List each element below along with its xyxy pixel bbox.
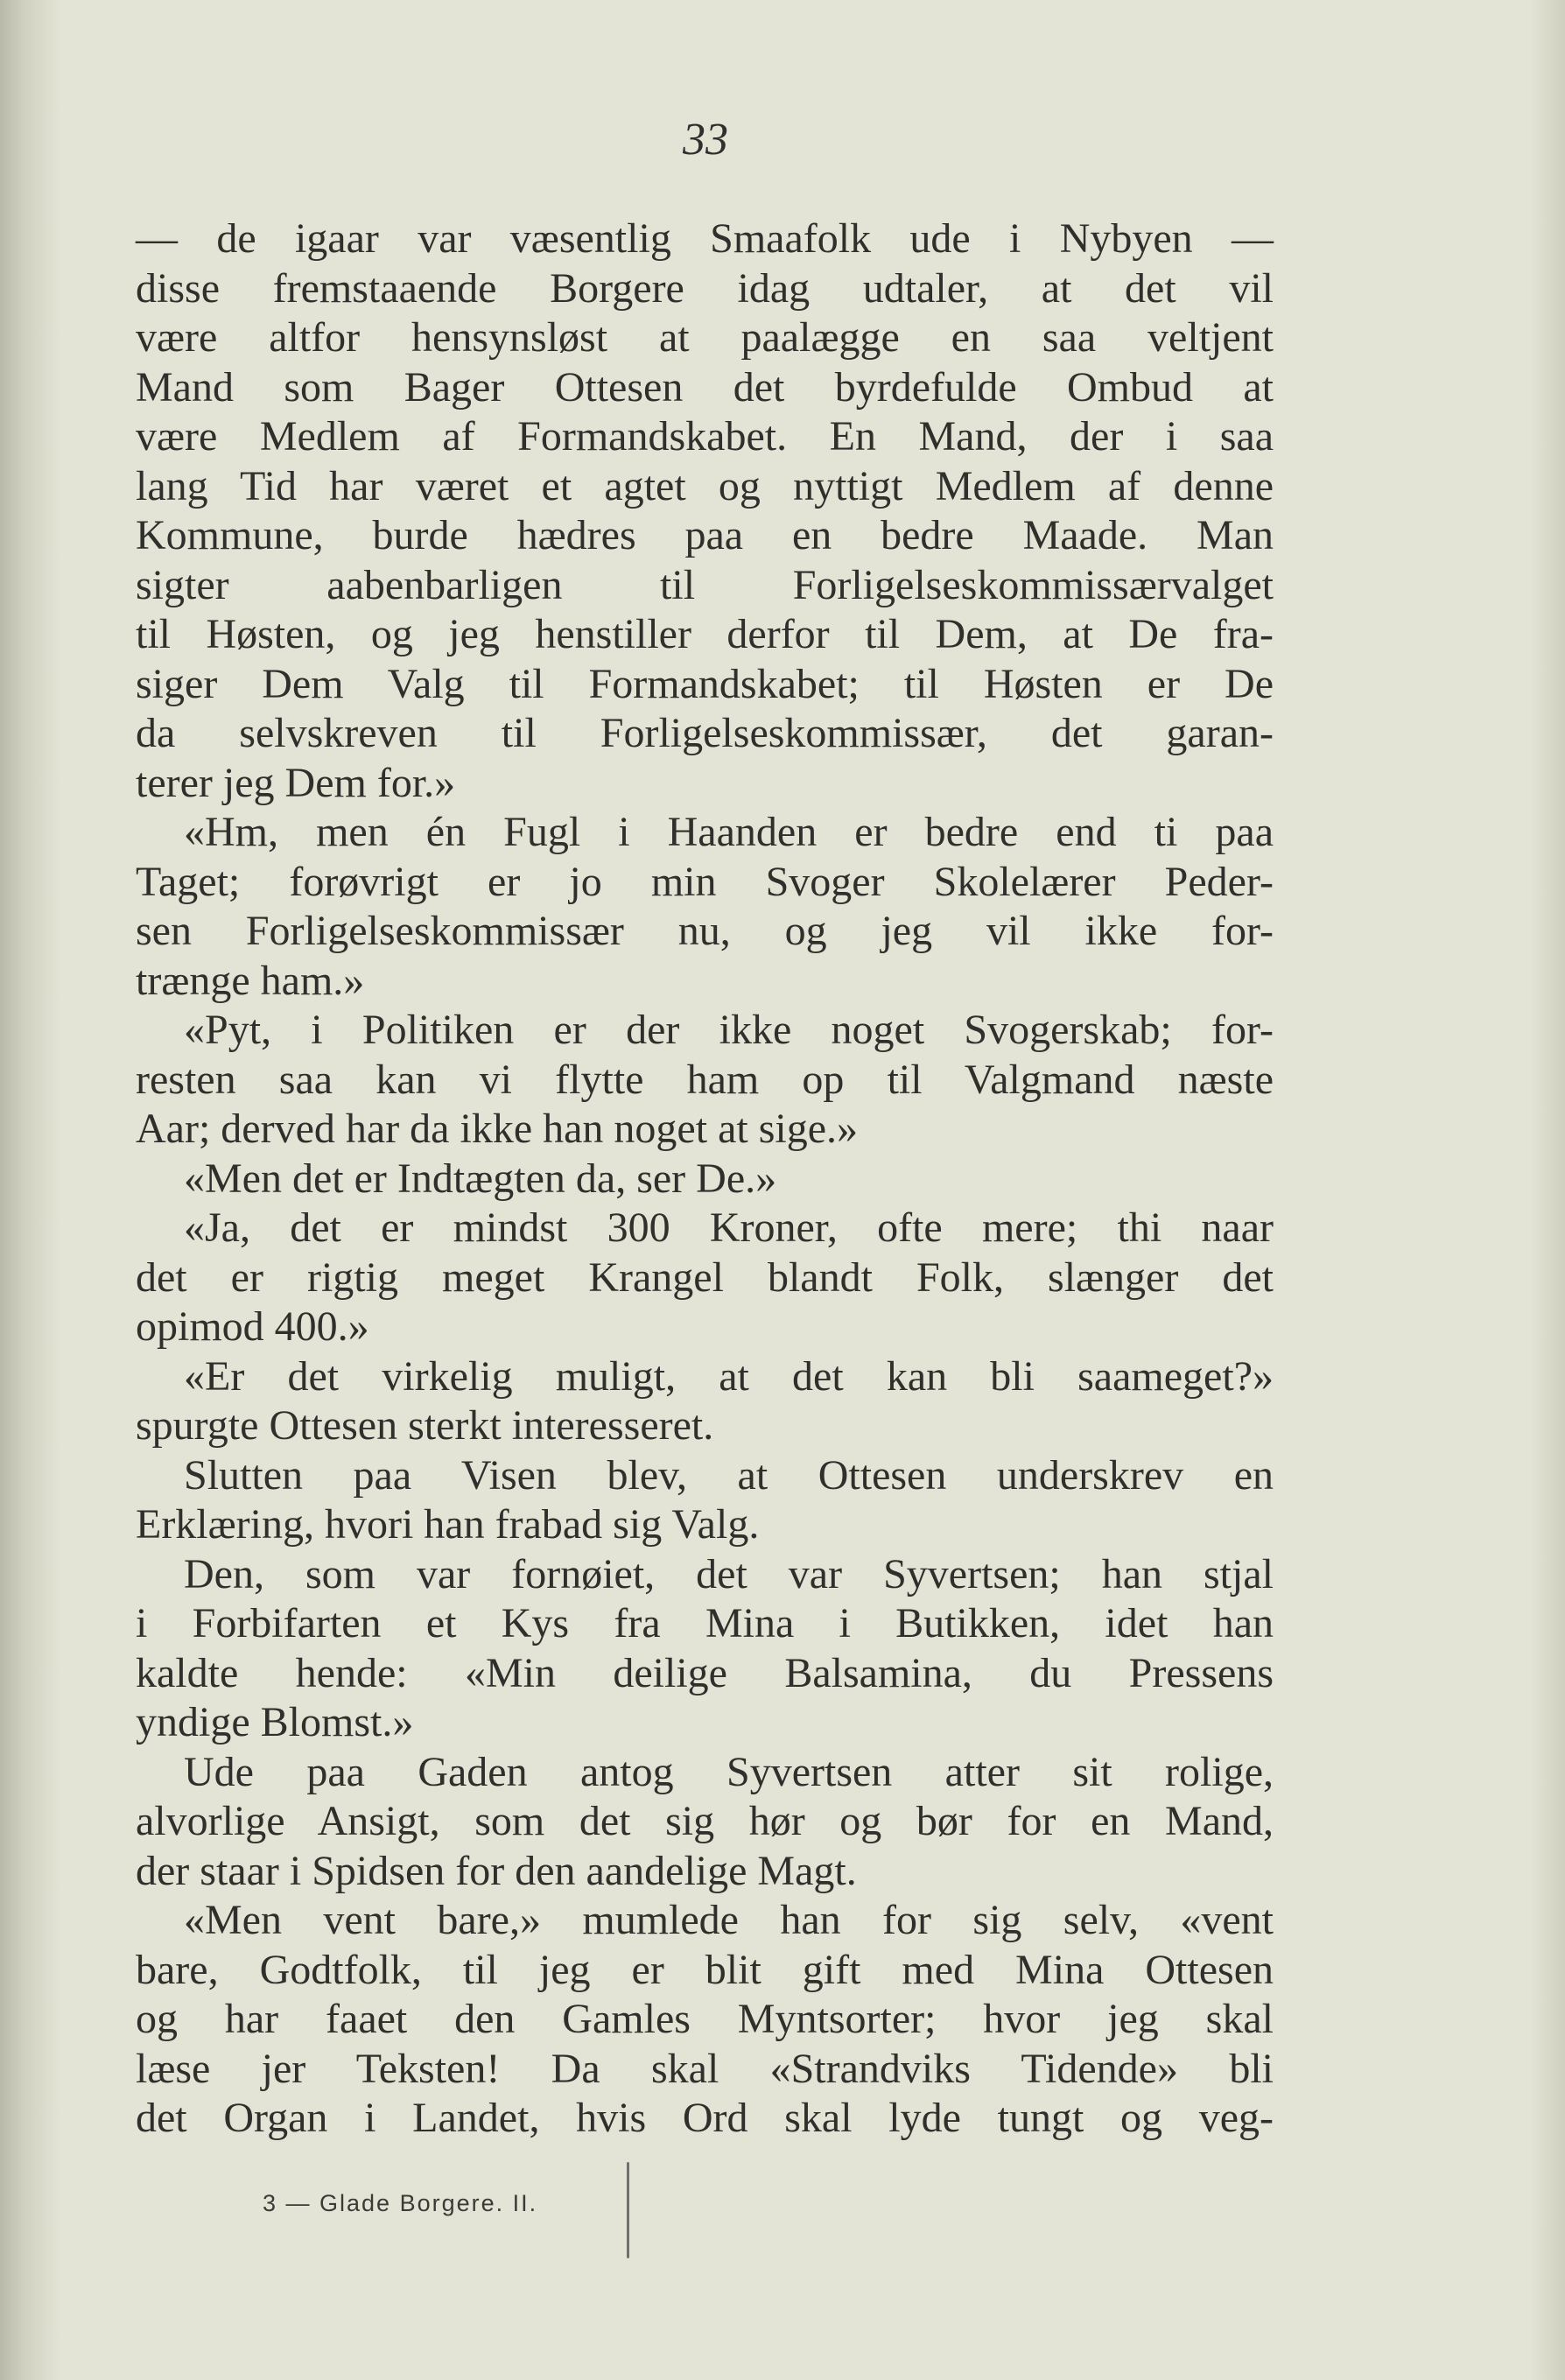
text-line: Slutten paa Visen blev, at Ottesen underskrev en bbox=[184, 1451, 1274, 1499]
text-line: Ude paa Gaden antog Syvertsen atter sit rolige, bbox=[184, 1748, 1274, 1795]
text-line: Den, som var fornøiet, det var Syvertsen; han stjal bbox=[184, 1550, 1274, 1597]
text-line: disse fremstaaende Borgere idag udtaler, at det vil bbox=[136, 264, 1274, 312]
text-line: «Pyt, i Politiken er der ikke noget Svogerskab; for- bbox=[184, 1007, 1274, 1053]
text-line: Aar; derved har da ikke han noget at sige.» bbox=[136, 1106, 859, 1152]
text-line: «Ja, det er mindst 300 Kroner, ofte mere; thi naar bbox=[184, 1204, 1274, 1251]
text-line: lang Tid har været et agtet og nyttigt Medlem af denne bbox=[136, 462, 1274, 509]
page-gutter-shadow bbox=[0, 0, 61, 2380]
text-line: terer jeg Dem for.» bbox=[136, 759, 456, 806]
text-line: bare, Godtfolk, til jeg er blit gift med Mina Ottesen bbox=[136, 1946, 1274, 1993]
text-line: Erklæring, hvori han frabad sig Valg. bbox=[136, 1501, 760, 1548]
text-line: være altfor hensynsløst at paalægge en saa veltjent bbox=[136, 314, 1274, 361]
text-line: til Høsten, og jeg henstiller derfor til Dem, at De fra- bbox=[136, 611, 1274, 657]
text-line: «Men vent bare,» mumlede han for sig selv, «vent bbox=[184, 1897, 1274, 1943]
text-line: «Er det virkelig muligt, at det kan bli saameget?» bbox=[184, 1352, 1274, 1400]
text-line: opimod 400.» bbox=[136, 1303, 369, 1350]
text-line: læse jer Teksten! Da skal «Strandviks Tidende» bli bbox=[136, 2045, 1274, 2092]
text-line: — de igaar var væsentlig Smaafolk ude i Nybyen — bbox=[136, 215, 1274, 262]
text-line: siger Dem Valg til Formandskabet; til Høsten er De bbox=[136, 660, 1274, 707]
text-line: i Forbifarten et Kys fra Mina i Butikken, idet han bbox=[136, 1600, 1274, 1646]
text-line: yndige Blomst.» bbox=[136, 1699, 414, 1745]
text-line: «Hm, men én Fugl i Haanden er bedre end ti paa bbox=[184, 809, 1274, 855]
text-line: Kommune, burde hædres paa en bedre Maade. Man bbox=[136, 512, 1274, 558]
text-line: trænge ham.» bbox=[136, 957, 365, 1004]
text-line: resten saa kan vi flytte ham op til Valgmand næste bbox=[136, 1056, 1274, 1103]
text-line: Taget; forøvrigt er jo min Svoger Skolelærer Peder- bbox=[136, 858, 1274, 905]
printer-signature: 3 — Glade Borgere. II. bbox=[263, 2190, 538, 2216]
text-line: da selvskreven til Forligelseskommissær, det garan- bbox=[136, 710, 1274, 756]
text-line: og har faaet den Gamles Myntsorter; hvor jeg skal bbox=[136, 1996, 1274, 2042]
text-line: «Men det er Indtægten da, ser De.» bbox=[184, 1155, 777, 1202]
text-line: være Medlem af Formandskabet. En Mand, der i saa bbox=[136, 413, 1274, 460]
body-text bbox=[136, 214, 1274, 2144]
text-line: det Organ i Landet, hvis Ord skal lyde tungt og veg- bbox=[136, 2095, 1274, 2141]
print-mark bbox=[627, 2162, 629, 2258]
page-number: 33 bbox=[683, 115, 728, 165]
text-line: der staar i Spidsen for den aandelige Magt. bbox=[136, 1847, 857, 1894]
page-edge-shadow bbox=[1530, 0, 1565, 2380]
text-line: sigter aabenbarligen til Forligelseskommissærvalget bbox=[136, 561, 1274, 608]
text-line: sen Forligelseskommissær nu, og jeg vil ikke for- bbox=[136, 908, 1274, 954]
text-line: det er rigtig meget Krangel blandt Folk, slænger det bbox=[136, 1253, 1274, 1301]
text-line: alvorlige Ansigt, som det sig hør og bør for en Mand, bbox=[136, 1798, 1274, 1844]
text-line: Mand som Bager Ottesen det byrdefulde Ombud at bbox=[136, 363, 1274, 411]
text-line: kaldte hende: «Min deilige Balsamina, du Pressens bbox=[136, 1649, 1274, 1696]
text-line: spurgte Ottesen sterkt interesseret. bbox=[136, 1402, 714, 1449]
